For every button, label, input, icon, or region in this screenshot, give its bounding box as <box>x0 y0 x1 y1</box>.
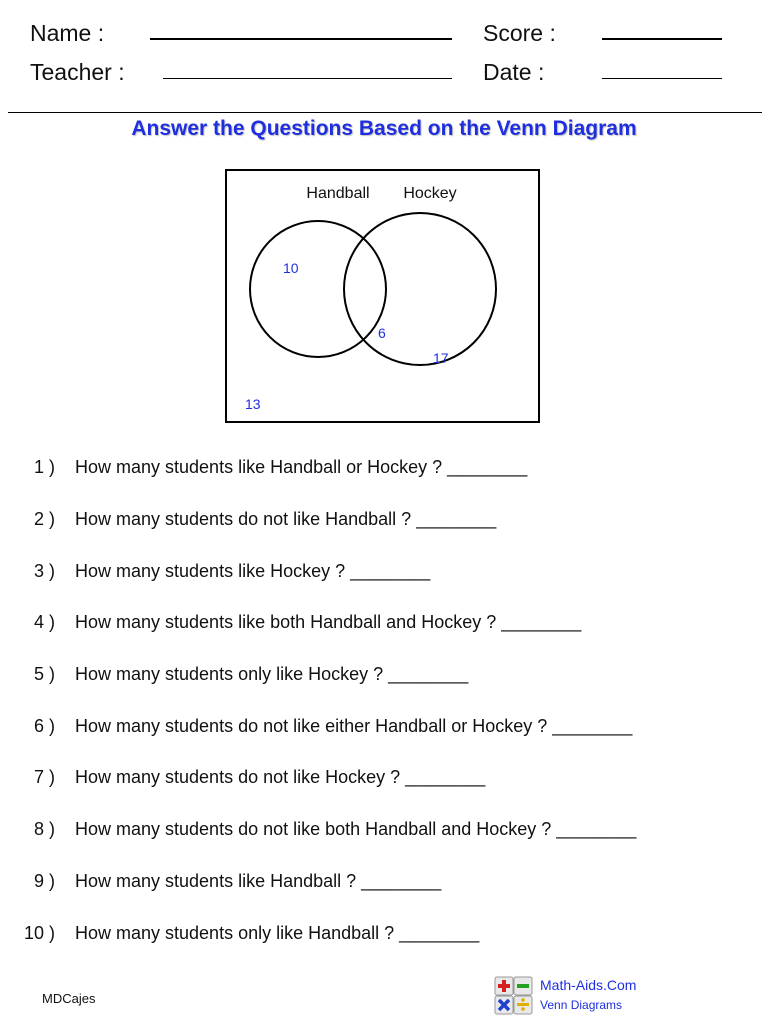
name-field-line[interactable] <box>150 38 452 40</box>
teacher-label: Teacher : <box>30 59 125 85</box>
author-credit: MDCajes <box>42 991 96 1006</box>
question-text: How many students do not like both Handball and Hockey ? ________ <box>75 819 637 839</box>
score-label: Score : <box>483 20 556 46</box>
venn-diagram <box>225 169 541 425</box>
question-text: How many students like Hockey ? ________ <box>75 561 431 581</box>
date-label: Date : <box>483 59 545 85</box>
brand-subtitle: Venn Diagrams <box>540 998 623 1012</box>
question-text: How many students like Handball ? ________ <box>75 871 442 891</box>
question-text: How many students do not like Hockey ? ________ <box>75 767 486 787</box>
venn-universe-box <box>226 170 539 422</box>
question-number: 5 ) <box>33 664 55 684</box>
teacher-field-line[interactable] <box>163 78 452 79</box>
handball-label: Handball <box>306 185 370 202</box>
both-value: 6 <box>378 325 386 341</box>
question-number: 1 ) <box>33 457 55 477</box>
hockey-circle <box>344 213 496 365</box>
name-label: Name : <box>30 20 105 46</box>
question-number: 4 ) <box>33 612 55 632</box>
hockey-label: Hockey <box>403 185 457 202</box>
brand-name[interactable]: Math-Aids.Com <box>540 977 637 993</box>
score-field-line[interactable] <box>602 38 722 40</box>
question-number: 7 ) <box>33 767 55 787</box>
question-number: 9 ) <box>33 871 55 891</box>
question-text: How many students do not like either Handball or Hockey ? ________ <box>75 716 633 736</box>
page-title: Answer the Questions Based on the Venn Diagram <box>131 117 637 140</box>
handball-circle <box>250 221 386 357</box>
only-hockey-value: 17 <box>433 350 449 366</box>
question-text: How many students like Handball or Hockey ? ________ <box>75 457 528 477</box>
date-field-line[interactable] <box>602 78 722 79</box>
header-divider <box>8 112 762 113</box>
question-text: How many students do not like Handball ? ________ <box>75 509 497 529</box>
question-text: How many students like both Handball and Hockey ? ________ <box>75 612 582 632</box>
neither-value: 13 <box>245 396 261 412</box>
question-number: 3 ) <box>33 561 55 581</box>
question-text: How many students only like Handball ? ________ <box>75 923 480 943</box>
question-text: How many students only like Hockey ? ________ <box>75 664 469 684</box>
question-number: 8 ) <box>33 819 55 839</box>
math-aids-logo-icon <box>493 975 533 1015</box>
question-number: 10 ) <box>23 923 55 943</box>
question-number: 6 ) <box>33 716 55 736</box>
question-number: 2 ) <box>33 509 55 529</box>
only-handball-value: 10 <box>283 260 299 276</box>
